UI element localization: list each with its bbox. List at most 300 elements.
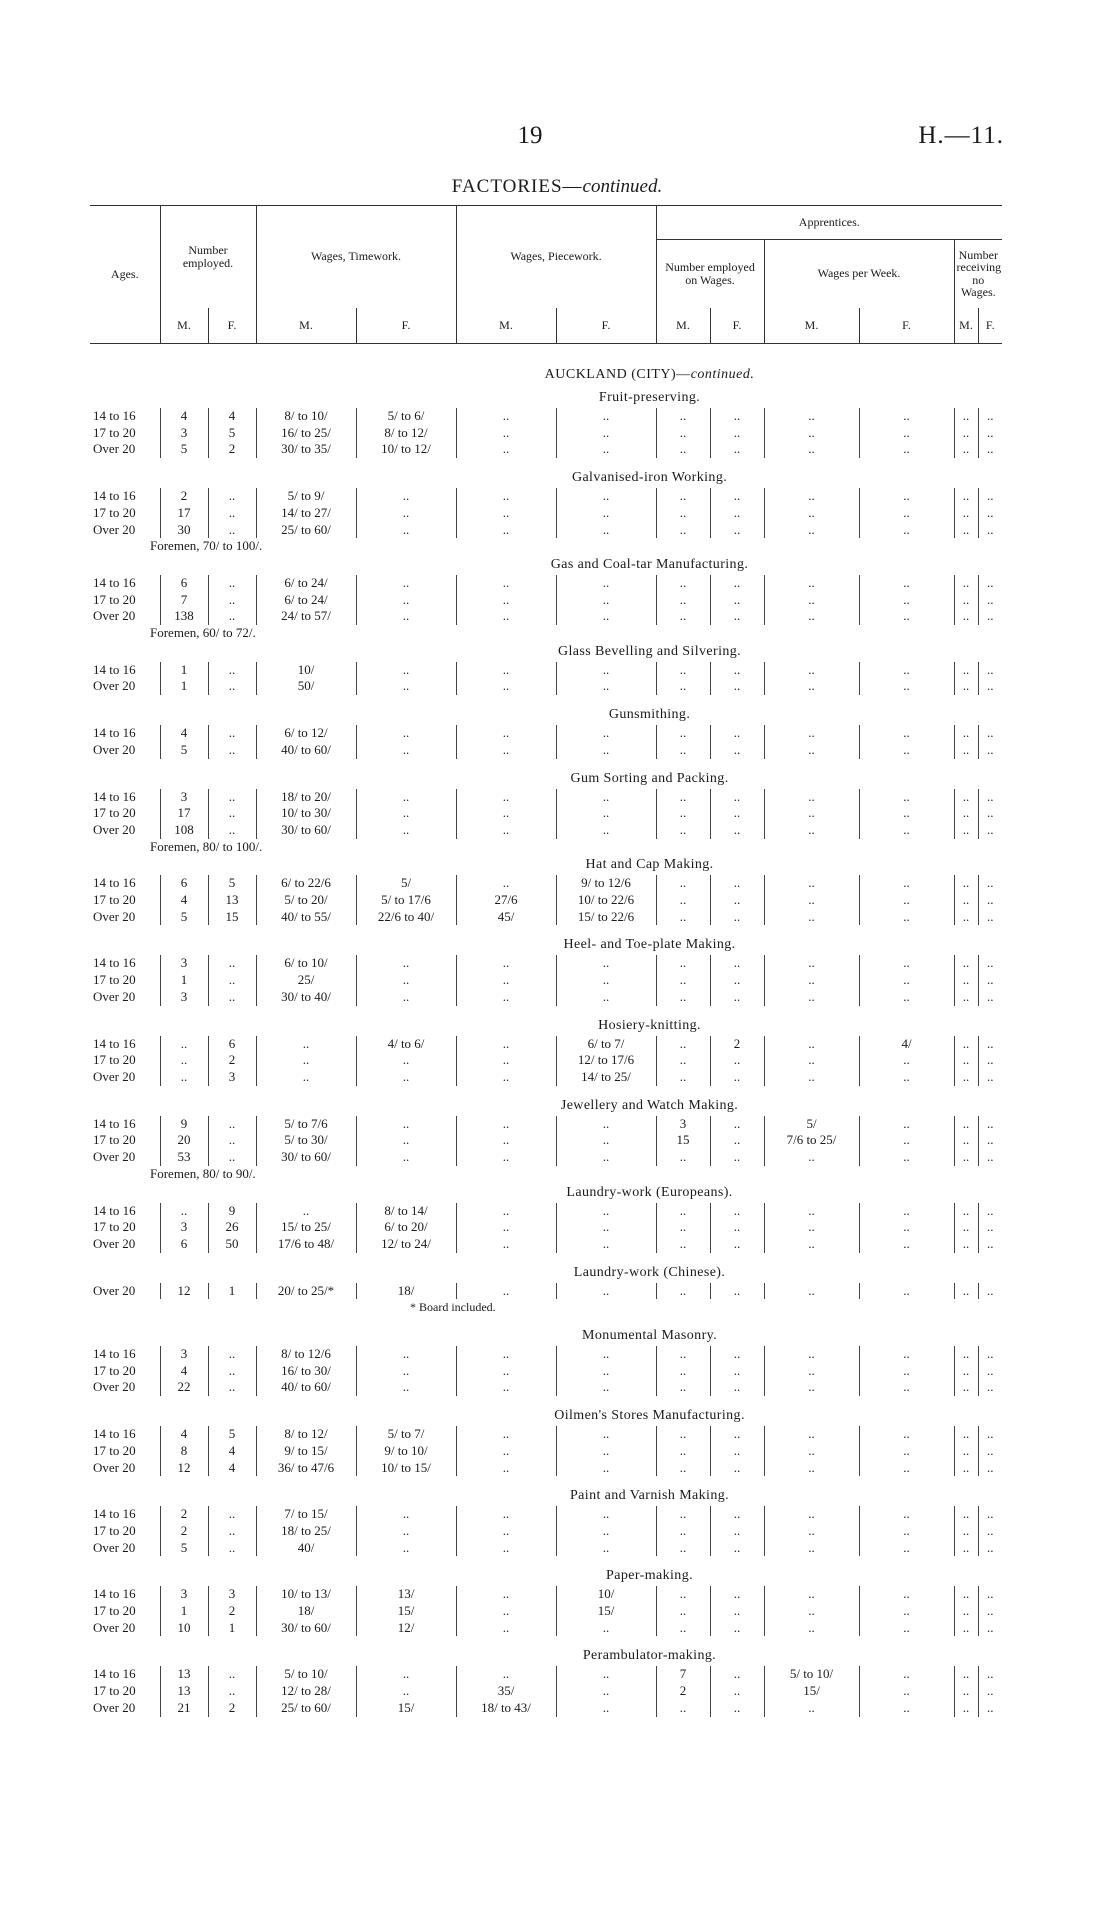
factories-table xyxy=(90,362,1002,1727)
value-cell: 8/ to 12/ xyxy=(356,425,456,442)
value-cell: 5/ to 10/ xyxy=(256,1666,356,1683)
value-cell: 4 xyxy=(160,1426,208,1443)
age-cell: 17 to 20 xyxy=(93,805,136,821)
value-cell: .. xyxy=(208,592,256,609)
value-cell: .. xyxy=(456,1283,556,1300)
value-cell: .. xyxy=(556,1149,656,1166)
value-cell: 15/ xyxy=(356,1700,456,1717)
value-cell: .. xyxy=(656,805,710,822)
value-cell: .. xyxy=(710,1540,764,1557)
age-cell: Over 20 xyxy=(93,1235,136,1251)
value-cell: 5/ to 20/ xyxy=(256,892,356,909)
value-cell: 1 xyxy=(160,662,208,679)
age-cell: Over 20 xyxy=(93,521,136,537)
value-cell: .. xyxy=(356,1052,456,1069)
value-cell: .. xyxy=(710,972,764,989)
header-sex-f: F. xyxy=(556,308,656,344)
table-row xyxy=(90,1036,1002,1053)
value-cell: .. xyxy=(859,678,954,695)
value-cell: 17 xyxy=(160,505,208,522)
value-cell: .. xyxy=(710,955,764,972)
value-cell: .. xyxy=(954,488,978,505)
value-cell: .. xyxy=(859,441,954,458)
value-cell: .. xyxy=(356,742,456,759)
value-cell: .. xyxy=(456,1506,556,1523)
value-cell: .. xyxy=(556,408,656,425)
value-cell: .. xyxy=(356,805,456,822)
value-cell: 36/ to 47/6 xyxy=(256,1460,356,1477)
value-cell: .. xyxy=(954,955,978,972)
value-cell: 15/ xyxy=(764,1683,859,1700)
value-cell: .. xyxy=(954,1132,978,1149)
value-cell: .. xyxy=(356,1132,456,1149)
value-cell: .. xyxy=(356,678,456,695)
value-cell: .. xyxy=(656,955,710,972)
header-apprentices-number: Number employed on Wages. xyxy=(656,240,764,308)
value-cell: .. xyxy=(859,989,954,1006)
value-cell: 7/6 to 25/ xyxy=(764,1132,859,1149)
value-cell: .. xyxy=(710,1460,764,1477)
value-cell: 30/ to 60/ xyxy=(256,1620,356,1637)
value-cell: .. xyxy=(160,1069,208,1086)
value-cell: .. xyxy=(954,1443,978,1460)
value-cell: .. xyxy=(656,1379,710,1396)
value-cell: .. xyxy=(356,1683,456,1700)
age-cell: 14 to 16 xyxy=(93,788,136,804)
value-cell: .. xyxy=(978,1069,1002,1086)
age-cell: 14 to 16 xyxy=(93,488,136,504)
value-cell: 15/ to 25/ xyxy=(256,1219,356,1236)
section-spacer xyxy=(90,1556,1002,1566)
value-cell: .. xyxy=(556,725,656,742)
section-title: Gas and Coal-tar Manufacturing. xyxy=(550,556,749,572)
value-cell: .. xyxy=(978,1683,1002,1700)
value-cell: .. xyxy=(556,1443,656,1460)
value-cell: .. xyxy=(208,1379,256,1396)
section-title: Laundry-work (Europeans). xyxy=(566,1184,733,1200)
section-title: Paint and Varnish Making. xyxy=(569,1488,730,1504)
age-cell: 14 to 16 xyxy=(93,1115,136,1131)
value-cell: 10/ to 13/ xyxy=(256,1586,356,1603)
value-cell: .. xyxy=(954,989,978,1006)
value-cell: .. xyxy=(978,1346,1002,1363)
age-cell: 14 to 16 xyxy=(93,1666,136,1682)
header-sex-f: F. xyxy=(859,308,954,344)
value-cell: .. xyxy=(456,678,556,695)
value-cell: .. xyxy=(160,1036,208,1053)
value-cell: .. xyxy=(710,1523,764,1540)
value-cell: .. xyxy=(356,822,456,839)
value-cell: .. xyxy=(978,789,1002,806)
value-cell: .. xyxy=(656,441,710,458)
value-cell: .. xyxy=(978,1132,1002,1149)
value-cell: .. xyxy=(656,488,710,505)
value-cell: .. xyxy=(256,1052,356,1069)
value-cell: .. xyxy=(456,1540,556,1557)
table-row xyxy=(90,1506,1002,1523)
value-cell: .. xyxy=(978,909,1002,926)
value-cell: 6/ to 20/ xyxy=(356,1219,456,1236)
age-cell: Over 20 xyxy=(93,988,136,1004)
header-sex-row xyxy=(90,308,1002,344)
table-row xyxy=(90,909,1002,926)
value-cell: .. xyxy=(859,1236,954,1253)
value-cell: .. xyxy=(859,1683,954,1700)
value-cell: .. xyxy=(859,522,954,539)
table-row xyxy=(90,892,1002,909)
value-cell: .. xyxy=(710,1379,764,1396)
value-cell: .. xyxy=(208,1506,256,1523)
table-row xyxy=(90,1219,1002,1236)
value-cell: .. xyxy=(764,1203,859,1220)
value-cell: .. xyxy=(710,1586,764,1603)
value-cell: .. xyxy=(656,505,710,522)
value-cell: .. xyxy=(954,1506,978,1523)
table-row xyxy=(90,488,1002,505)
value-cell: .. xyxy=(656,1346,710,1363)
section-spacer xyxy=(90,1086,1002,1096)
value-cell: 12/ xyxy=(356,1620,456,1637)
value-cell: 15 xyxy=(656,1132,710,1149)
value-cell: .. xyxy=(556,805,656,822)
value-cell: .. xyxy=(556,1620,656,1637)
value-cell: .. xyxy=(978,1052,1002,1069)
value-cell: .. xyxy=(764,1443,859,1460)
header-wages-piecework: Wages, Piecework. xyxy=(456,206,656,308)
age-cell: Over 20 xyxy=(93,678,136,694)
value-cell: .. xyxy=(456,1203,556,1220)
age-cell: Over 20 xyxy=(93,1068,136,1084)
value-cell: 30/ to 60/ xyxy=(256,1149,356,1166)
value-cell: .. xyxy=(208,1363,256,1380)
value-cell: .. xyxy=(978,1540,1002,1557)
section-spacer xyxy=(90,695,1002,705)
value-cell: 20/ to 25/* xyxy=(256,1283,356,1300)
value-cell: 18/ to 20/ xyxy=(256,789,356,806)
table-row xyxy=(90,678,1002,695)
value-cell: .. xyxy=(710,1116,764,1133)
table-row xyxy=(90,592,1002,609)
age-cell: 17 to 20 xyxy=(93,1683,136,1699)
value-cell: 10/ to 22/6 xyxy=(556,892,656,909)
table-row xyxy=(90,1203,1002,1220)
value-cell: .. xyxy=(859,892,954,909)
value-cell: .. xyxy=(456,608,556,625)
header-sex-f: F. xyxy=(356,308,456,344)
value-cell: .. xyxy=(456,408,556,425)
value-cell: 5 xyxy=(160,742,208,759)
value-cell: .. xyxy=(764,1603,859,1620)
value-cell: .. xyxy=(978,662,1002,679)
value-cell: .. xyxy=(978,989,1002,1006)
value-cell: .. xyxy=(656,1236,710,1253)
value-cell: 10 xyxy=(160,1620,208,1637)
value-cell: 4 xyxy=(160,725,208,742)
table-row xyxy=(90,955,1002,972)
value-cell: .. xyxy=(859,789,954,806)
value-cell: .. xyxy=(859,1666,954,1683)
value-cell: .. xyxy=(656,1506,710,1523)
section-spacer xyxy=(90,1253,1002,1263)
header-sex-m: M. xyxy=(954,308,978,344)
header-apprentices-no-wages: Number receiving no Wages. xyxy=(954,240,1002,308)
value-cell: .. xyxy=(954,662,978,679)
value-cell: .. xyxy=(764,1620,859,1637)
value-cell: 24/ to 57/ xyxy=(256,608,356,625)
value-cell: .. xyxy=(456,1219,556,1236)
value-cell: .. xyxy=(764,1586,859,1603)
value-cell: 5 xyxy=(160,909,208,926)
value-cell: 40/ to 60/ xyxy=(256,1379,356,1396)
value-cell: .. xyxy=(954,1460,978,1477)
table-row xyxy=(90,1069,1002,1086)
value-cell: .. xyxy=(208,972,256,989)
value-cell: .. xyxy=(356,1069,456,1086)
value-cell: .. xyxy=(656,789,710,806)
value-cell: 7/ to 15/ xyxy=(256,1506,356,1523)
value-cell: .. xyxy=(978,892,1002,909)
foremen-note: Foremen, 80/ to 90/. xyxy=(150,1165,256,1181)
value-cell: .. xyxy=(356,972,456,989)
value-cell: 12 xyxy=(160,1460,208,1477)
value-cell: .. xyxy=(954,1203,978,1220)
table-row xyxy=(90,608,1002,625)
table-row xyxy=(90,522,1002,539)
value-cell: .. xyxy=(954,1036,978,1053)
value-cell: .. xyxy=(859,1132,954,1149)
value-cell: .. xyxy=(656,522,710,539)
value-cell: .. xyxy=(456,1603,556,1620)
value-cell: .. xyxy=(356,725,456,742)
value-cell: .. xyxy=(978,522,1002,539)
value-cell: .. xyxy=(456,1132,556,1149)
value-cell: .. xyxy=(859,1586,954,1603)
value-cell: .. xyxy=(954,1683,978,1700)
table-row xyxy=(90,972,1002,989)
value-cell: .. xyxy=(208,1132,256,1149)
value-cell: .. xyxy=(356,1506,456,1523)
foremen-note: Foremen, 60/ to 72/. xyxy=(150,625,256,641)
value-cell: .. xyxy=(356,505,456,522)
value-cell: .. xyxy=(710,1506,764,1523)
value-cell: 3 xyxy=(160,789,208,806)
value-cell: 13/ xyxy=(356,1586,456,1603)
table-row xyxy=(90,1620,1002,1637)
value-cell: .. xyxy=(764,909,859,926)
value-cell: .. xyxy=(556,972,656,989)
value-cell: 27/6 xyxy=(456,892,556,909)
value-cell: .. xyxy=(978,1203,1002,1220)
value-cell: .. xyxy=(859,1443,954,1460)
value-cell: .. xyxy=(710,441,764,458)
value-cell: 1 xyxy=(160,972,208,989)
value-cell: .. xyxy=(954,1149,978,1166)
section-title: Fruit-preserving. xyxy=(598,390,701,405)
value-cell: .. xyxy=(710,875,764,892)
value-cell: .. xyxy=(208,488,256,505)
value-cell: 13 xyxy=(208,892,256,909)
district-continued: continued. xyxy=(690,367,755,382)
value-cell: 138 xyxy=(160,608,208,625)
value-cell: .. xyxy=(710,1149,764,1166)
value-cell: .. xyxy=(859,1069,954,1086)
value-cell: .. xyxy=(764,1700,859,1717)
value-cell: .. xyxy=(356,1363,456,1380)
value-cell: .. xyxy=(859,1523,954,1540)
value-cell: 5/ to 10/ xyxy=(764,1666,859,1683)
value-cell: 5/ xyxy=(356,875,456,892)
value-cell: .. xyxy=(656,1219,710,1236)
value-cell: .. xyxy=(710,1052,764,1069)
value-cell: .. xyxy=(710,592,764,609)
value-cell: .. xyxy=(764,1506,859,1523)
value-cell: 15 xyxy=(208,909,256,926)
value-cell: .. xyxy=(456,742,556,759)
value-cell: .. xyxy=(710,1069,764,1086)
value-cell: 6/ to 24/ xyxy=(256,592,356,609)
value-cell: .. xyxy=(556,1203,656,1220)
table-row xyxy=(90,1460,1002,1477)
age-cell: Over 20 xyxy=(93,821,136,837)
value-cell: .. xyxy=(656,1443,710,1460)
value-cell: .. xyxy=(859,955,954,972)
value-cell: 8/ to 10/ xyxy=(256,408,356,425)
table-row xyxy=(90,989,1002,1006)
page-heading xyxy=(0,176,1114,198)
value-cell: .. xyxy=(456,441,556,458)
value-cell: .. xyxy=(556,1666,656,1683)
value-cell: 9 xyxy=(208,1203,256,1220)
value-cell: .. xyxy=(954,678,978,695)
value-cell: .. xyxy=(978,408,1002,425)
value-cell: .. xyxy=(954,1363,978,1380)
value-cell: .. xyxy=(954,1540,978,1557)
value-cell: 17/6 to 48/ xyxy=(256,1236,356,1253)
value-cell: .. xyxy=(764,875,859,892)
value-cell: .. xyxy=(356,608,456,625)
value-cell: .. xyxy=(256,1203,356,1220)
value-cell: .. xyxy=(764,1379,859,1396)
value-cell: .. xyxy=(978,1363,1002,1380)
value-cell: .. xyxy=(954,875,978,892)
value-cell: 4 xyxy=(160,1363,208,1380)
value-cell: 2 xyxy=(208,441,256,458)
value-cell: .. xyxy=(710,662,764,679)
value-cell: .. xyxy=(978,505,1002,522)
value-cell: .. xyxy=(710,892,764,909)
value-cell: .. xyxy=(710,909,764,926)
value-cell: .. xyxy=(456,1666,556,1683)
value-cell: .. xyxy=(208,522,256,539)
value-cell: .. xyxy=(859,575,954,592)
value-cell: .. xyxy=(859,592,954,609)
value-cell: 1 xyxy=(160,1603,208,1620)
value-cell: .. xyxy=(710,1426,764,1443)
value-cell: .. xyxy=(656,1149,710,1166)
age-cell: Over 20 xyxy=(93,1149,136,1165)
value-cell: .. xyxy=(710,1283,764,1300)
value-cell: 5 xyxy=(160,1540,208,1557)
value-cell: .. xyxy=(556,608,656,625)
value-cell: .. xyxy=(356,1379,456,1396)
value-cell: .. xyxy=(978,488,1002,505)
value-cell: .. xyxy=(456,972,556,989)
value-cell: 3 xyxy=(160,1219,208,1236)
value-cell: 5 xyxy=(208,875,256,892)
table-row xyxy=(90,408,1002,425)
value-cell: .. xyxy=(954,441,978,458)
value-cell: .. xyxy=(556,1683,656,1700)
section-spacer xyxy=(90,1717,1002,1727)
value-cell: 30/ to 35/ xyxy=(256,441,356,458)
value-cell: 5/ to 17/6 xyxy=(356,892,456,909)
age-cell: Over 20 xyxy=(93,741,136,757)
value-cell: .. xyxy=(978,725,1002,742)
value-cell: .. xyxy=(859,608,954,625)
header-sex-m: M. xyxy=(160,308,208,344)
value-cell: .. xyxy=(456,1036,556,1053)
value-cell: .. xyxy=(978,822,1002,839)
value-cell: .. xyxy=(954,1346,978,1363)
value-cell: .. xyxy=(356,1540,456,1557)
value-cell: .. xyxy=(456,1149,556,1166)
value-cell: 14/ to 27/ xyxy=(256,505,356,522)
value-cell: 5/ xyxy=(764,1116,859,1133)
header-wages-timework: Wages, Timework. xyxy=(256,206,456,308)
value-cell: 1 xyxy=(208,1620,256,1637)
value-cell: .. xyxy=(978,1666,1002,1683)
value-cell: 3 xyxy=(208,1069,256,1086)
value-cell: .. xyxy=(954,575,978,592)
table-row xyxy=(90,1363,1002,1380)
value-cell: .. xyxy=(859,909,954,926)
age-cell: 17 to 20 xyxy=(93,424,136,440)
value-cell: .. xyxy=(764,1052,859,1069)
value-cell: .. xyxy=(710,742,764,759)
section-spacer xyxy=(90,1636,1002,1646)
value-cell: .. xyxy=(256,1036,356,1053)
header-sex-m: M. xyxy=(456,308,556,344)
document-reference: H.—11. xyxy=(918,122,1004,149)
value-cell: 2 xyxy=(160,1506,208,1523)
header-apprentices-wages: Wages per Week. xyxy=(764,240,954,308)
value-cell: .. xyxy=(954,425,978,442)
value-cell: 4/ xyxy=(859,1036,954,1053)
value-cell: .. xyxy=(208,575,256,592)
value-cell: .. xyxy=(456,1052,556,1069)
value-cell: .. xyxy=(456,1346,556,1363)
table-row xyxy=(90,1523,1002,1540)
value-cell: .. xyxy=(456,1116,556,1133)
value-cell: .. xyxy=(456,425,556,442)
value-cell: .. xyxy=(656,875,710,892)
value-cell: .. xyxy=(978,972,1002,989)
value-cell: .. xyxy=(456,1363,556,1380)
value-cell: .. xyxy=(456,1069,556,1086)
value-cell: .. xyxy=(954,1116,978,1133)
value-cell: .. xyxy=(764,608,859,625)
district-name: AUCKLAND (CITY)— xyxy=(544,367,691,382)
value-cell: 5 xyxy=(208,1426,256,1443)
value-cell: 35/ xyxy=(456,1683,556,1700)
value-cell: .. xyxy=(954,1219,978,1236)
value-cell: .. xyxy=(954,822,978,839)
value-cell: .. xyxy=(859,1460,954,1477)
page-number: 19 xyxy=(517,122,543,149)
value-cell: .. xyxy=(456,1443,556,1460)
value-cell: .. xyxy=(954,1666,978,1683)
age-cell: 17 to 20 xyxy=(93,504,136,520)
